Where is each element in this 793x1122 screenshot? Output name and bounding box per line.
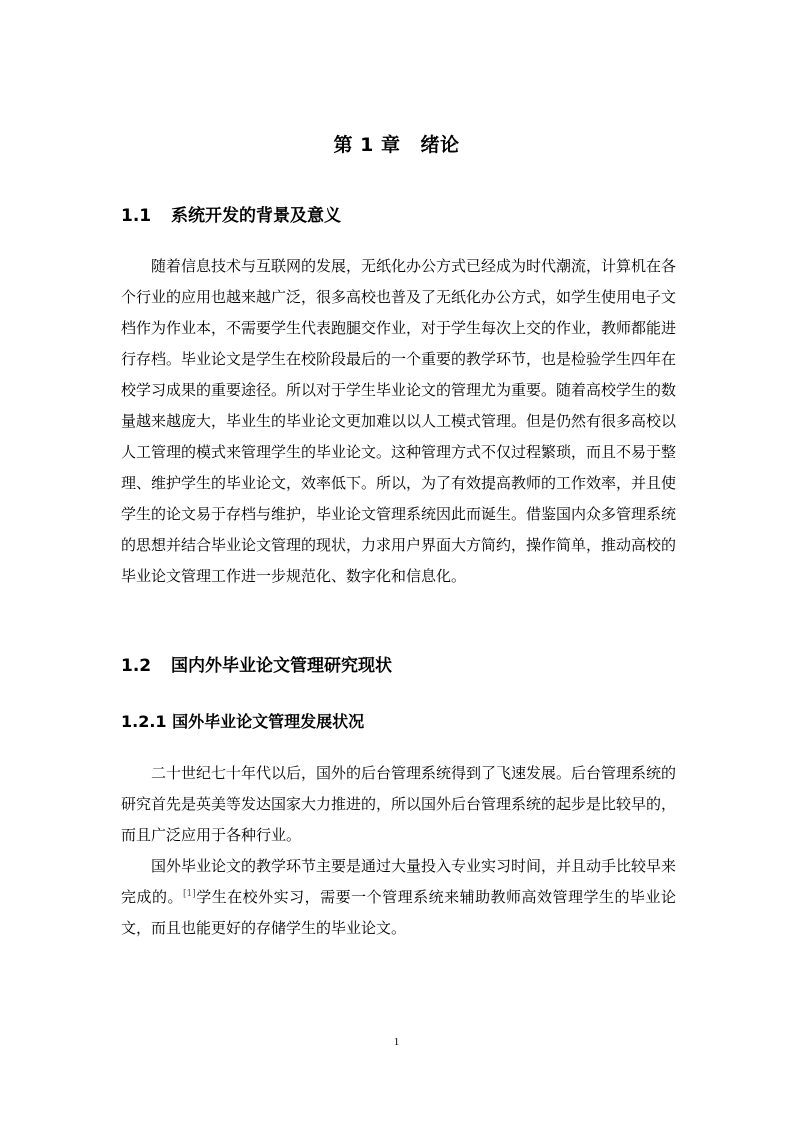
page-number: 1 — [393, 1036, 400, 1048]
section-number: 1.1 — [121, 206, 152, 226]
section-title: 系统开发的背景及意义 — [171, 206, 341, 226]
paragraph-text-after-citation: 学生在校外实习，需要一个管理系统来辅助教师高效管理学生的毕业论文，而且也能更好的存储学生的毕业论文。 — [121, 888, 676, 937]
paragraph-text-before-citation: 国外毕业论文的教学环节主要是通过大量投入专业实习时间，并且动手比较早来完成的。 — [121, 857, 677, 906]
body-paragraph-foreign-teaching — [121, 851, 676, 944]
chapter-name: 绪论 — [420, 134, 460, 156]
section-heading-1-1 — [121, 201, 341, 226]
subsection-heading-1-2-1: 1.2.1 国外毕业论文管理发展状况 — [121, 712, 365, 731]
body-paragraph-background: 随着信息技术与互联网的发展，无纸化办公方式已经成为时代潮流，计算机在各个行业的应用也越来越广泛，很多高校也普及了无纸化办公方式，如学生使用电子文档作为作业本，不需要学生代表跑腿交作业，对于学生每次上交的作业，教师都能进行存档。毕业论文是学生在校阶段最后的一个重要的教学环节，也是检验学生四年在校学习成果的重要途径。所以对于学生毕业论文的管理尤为重要。随着高校学生的数量越来越庞大，毕业生的毕业论文更加难以以人工模式管理。但是仍然有很多高校以人工管理的模式来管理学生的毕业论文。这种管理方式不仅过程繁琐，而且不易于整理、维护学生的毕业论文，效率低下。所以，为了有效提高教师的工作效率，并且使学生的论文易于存档与维护，毕业论文管理系统因此而诞生。借鉴国内众多管理系统的思想并结合毕业论文管理的现状，力求用户界面大方简约，操作简单，推动高校的毕业论文管理工作进一步规范化、数字化和信息化。 — [121, 257, 677, 585]
chapter-title — [0, 130, 793, 157]
chapter-number: 第 1 章 — [333, 134, 401, 156]
body-paragraph-foreign-development: 二十世纪七十年代以后，国外的后台管理系统得到了飞速发展。后台管理系统的研究首先是英美等发达国家大力推进的，所以国外后台管理系统的起步是比较早的，而且广泛应用于各种行业。 — [121, 764, 677, 844]
section-heading-1-2 — [121, 651, 392, 676]
citation-marker: [1] — [182, 889, 196, 899]
section-title: 国内外毕业论文管理研究现状 — [171, 656, 392, 676]
section-number: 1.2 — [121, 656, 152, 676]
